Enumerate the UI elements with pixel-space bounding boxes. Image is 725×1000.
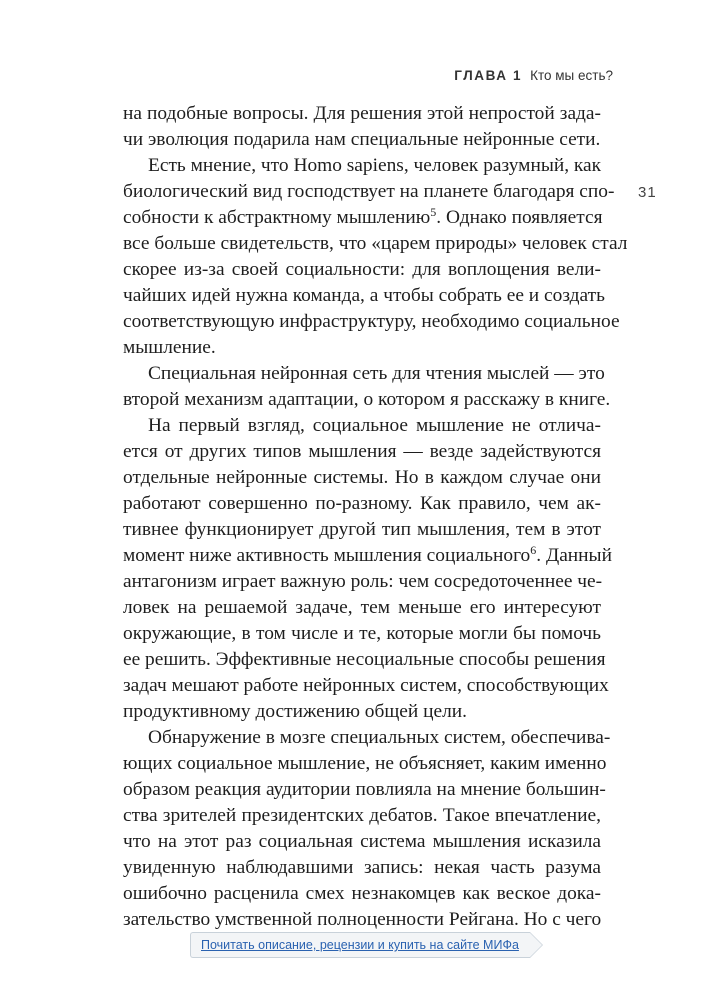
text-segment: собности к абстрактному мышлению xyxy=(123,207,431,228)
paragraph xyxy=(123,101,601,153)
text-line: работают совершенно по-разному. Как правило, чем ак- xyxy=(123,493,601,514)
text-segment: . Однако появляется xyxy=(436,207,603,228)
text-line: чи эволюция подарила нам специальные нейронные сети. xyxy=(123,129,601,150)
text-line: окружающие, в том числе и те, которые могли бы помочь xyxy=(123,623,601,644)
mifa-store-link[interactable]: Почитать описание, рецензии и купить на сайте МИФа xyxy=(201,938,519,952)
text-line: мышление. xyxy=(123,337,216,358)
text-line: ловек на решаемой задаче, тем меньше его интересуют xyxy=(123,597,601,618)
text-line: увиденную наблюдавшими запись: некая часть разума xyxy=(123,857,601,878)
text-segment: момент ниже активность мышления социального xyxy=(123,545,531,566)
footnote-ref-6: 6 xyxy=(530,543,537,557)
text-line xyxy=(123,361,605,387)
text-line: задач мешают работе нейронных систем, способствующих xyxy=(123,675,609,696)
text-line xyxy=(123,153,601,179)
text-line: тивнее функционирует другой тип мышления, тем в этот xyxy=(123,519,601,540)
body-text xyxy=(123,101,628,933)
text-line: зательство умственной полноценности Рейгана. Но с чего xyxy=(123,909,602,930)
page-number: 31 xyxy=(638,184,657,201)
text-line: ется от других типов мышления — везде задействуются xyxy=(123,441,601,462)
text-line: ства зрителей президентских дебатов. Такое впечатление, xyxy=(123,805,601,826)
paragraph xyxy=(123,361,611,413)
paragraph xyxy=(123,725,611,933)
text-line: второй механизм адаптации, о котором я расскажу в книге. xyxy=(123,389,611,410)
running-header xyxy=(454,68,613,83)
text-line: образом реакция аудитории повлияла на мнение большин- xyxy=(123,779,606,800)
mifa-promo-bar xyxy=(190,932,530,958)
text-segment: . Данный xyxy=(536,545,612,566)
chapter-title: Кто мы есть? xyxy=(530,68,613,83)
text-segment: Есть мнение, что Homo sapiens, человек разумный, как xyxy=(148,155,602,176)
text-line: соответствующую инфраструктуру, необходимо социальное xyxy=(123,311,620,332)
text-line xyxy=(123,205,601,231)
text-segment: Обнаружение в мозге специальных систем, обеспечива- xyxy=(148,727,611,748)
text-line: все больше свидетельств, что «царем природы» человек стал xyxy=(123,233,628,254)
chapter-label: ГЛАВА 1 xyxy=(454,68,523,83)
text-line: антагонизм играет важную роль: чем сосредоточеннее че- xyxy=(123,571,603,592)
text-line: ее решить. Эффективные несоциальные способы решения xyxy=(123,649,606,670)
text-line: что на этот раз социальная система мышления исказила xyxy=(123,831,601,852)
footnote-ref-5: 5 xyxy=(430,205,437,219)
text-line: ошибочно расценила смех незнакомцев как веское дока- xyxy=(123,883,601,904)
text-line: отдельные нейронные системы. Но в каждом случае они xyxy=(123,467,601,488)
text-line: ющих социальное мышление, не объясняет, каким именно xyxy=(123,753,607,774)
paragraph xyxy=(123,413,612,725)
text-line: на подобные вопросы. Для решения этой непростой зада- xyxy=(123,103,601,124)
text-line xyxy=(123,413,601,439)
text-segment: Специальная нейронная сеть для чтения мыслей — это xyxy=(148,363,605,384)
paragraph xyxy=(123,153,628,361)
text-line: продуктивному достижению общей цели. xyxy=(123,701,468,722)
text-line: чайших идей нужна команда, а чтобы собрать ее и создать xyxy=(123,285,605,306)
text-line: биологический вид господствует на планете благодаря спо- xyxy=(123,181,615,202)
text-line: скорее из-за своей социальности: для воплощения вели- xyxy=(123,259,601,280)
text-line xyxy=(123,725,611,751)
text-segment: На первый взгляд, социальное мышление не отлича- xyxy=(148,415,601,436)
text-line xyxy=(123,543,612,569)
